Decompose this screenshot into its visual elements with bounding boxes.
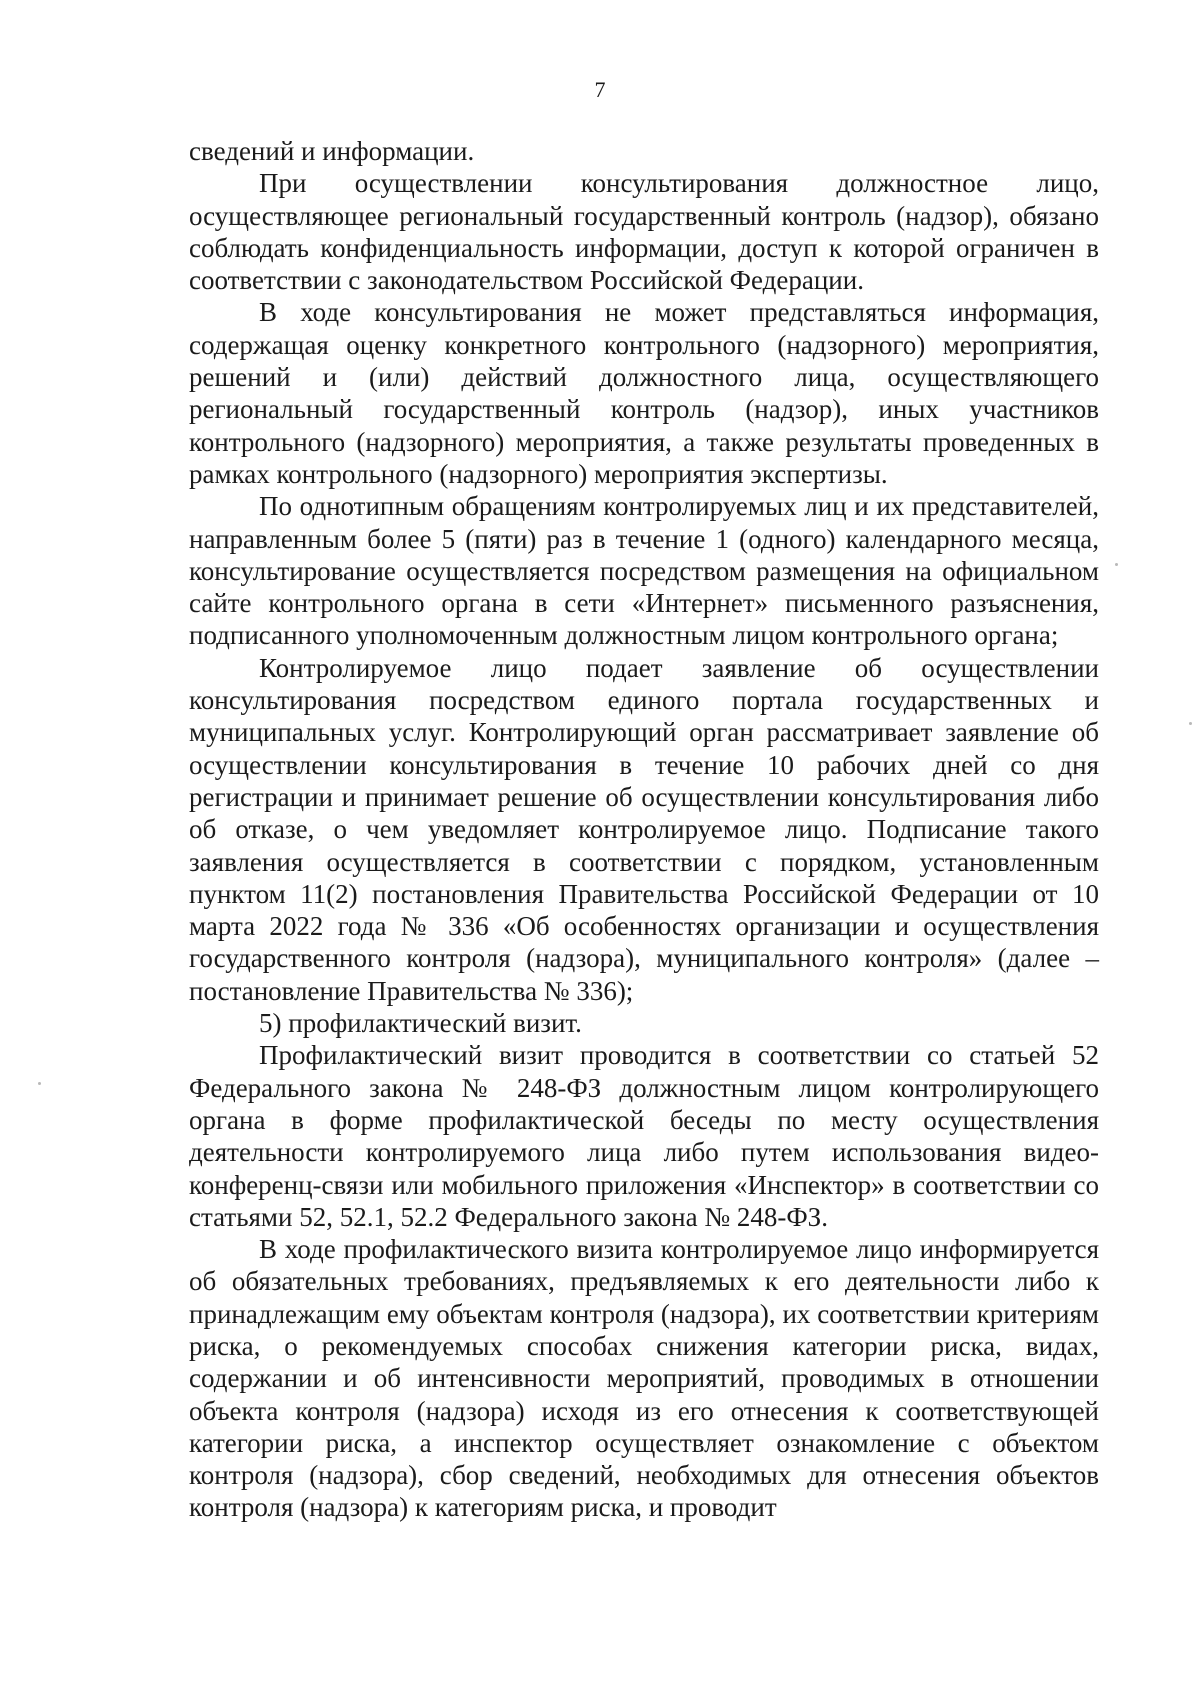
scan-speck: [38, 1082, 41, 1085]
paragraph-list-item-preventive-visit: 5) профилактический визит.: [259, 1008, 582, 1039]
paragraph-consultation-application: Контролируемое лицо подает заявление об осуществлении консультирования посредством единого портала государственных и муниципальных услуг. Контролирующий орган рассматривает заявление об осуществлении консультирования в течение 10 рабочих дней со дня регистрации и принимает решение об осуществлении консультирования либо об отказе, о чем уведомляет контролируемое лицо. Подписание такого заявления осуществляется в соответствии с порядком, установленным пунктом 11(2) постановления Правительства Российской Федерации от 10 марта 2022 года № 336 «Об особенностях организации и осуществления государственного контроля (надзора), муниципального контроля» (далее – постановление Правительства № 336);: [189, 652, 1099, 1006]
paragraph-confidentiality: При осуществлении консультирования должностное лицо, осуществляющее региональный государственный контроль (надзор), обязано соблюдать конфиденциальность информации, доступ к которой ограничен в соответствии с законодательством Российской Федерации.: [189, 168, 1099, 296]
paragraph-consultation-limits: В ходе консультирования не может представляться информация, содержащая оценку конкретного контрольного (надзорного) мероприятия, решений и (или) действий должностного лица, осуществляющего региональный государственный контроль (надзор), иных участников контрольного (надзорного) мероприятия, а также результаты проведенных в рамках контрольного (надзорного) мероприятия экспертизы.: [189, 297, 1099, 489]
scan-speck: [1115, 563, 1118, 566]
paragraph-preventive-visit: Профилактический визит проводится в соответствии со статьей 52 Федерального закона № 248-ФЗ должностным лицом контролирующего органа в форме профилактической беседы по месту осуществления деятельности контролируемого лица либо путем использования видео-конференц-связи или мобильного приложения «Инспектор» в соответствии со статьями 52, 52.1, 52.2 Федерального закона № 248-ФЗ.: [189, 1040, 1099, 1232]
scan-speck: [1189, 722, 1192, 725]
paragraph-similar-requests: По однотипным обращениям контролируемых лиц и их представителей, направленным более 5 (пяти) раз в течение 1 (одного) календарного месяца, консультирование осуществляется посредством размещения на официальном сайте контрольного органа в сети «Интернет» письменного разъяснения, подписанного уполномоченным должностным лицом контрольного органа;: [189, 491, 1099, 651]
document-body: [189, 135, 1099, 1524]
paragraph-continuation: сведений и информации.: [189, 136, 475, 166]
paragraph-visit-content: В ходе профилактического визита контролируемое лицо информируется об обязательных требованиях, предъявляемых к его деятельности либо к принадлежащим ему объектам контроля (надзора), их соответствии критериям риска, о рекомендуемых способах снижения категории риска, видах, содержании и об интенсивности мероприятий, проводимых в отношении объекта контроля (надзора) исходя из его отнесения к соответствующей категории риска, а инспектор осуществляет ознакомление с объектом контроля (надзора), сбор сведений, необходимых для отнесения объектов контроля (надзора) к категориям риска, и проводит: [189, 1234, 1099, 1523]
page-number: 7: [594, 77, 606, 102]
